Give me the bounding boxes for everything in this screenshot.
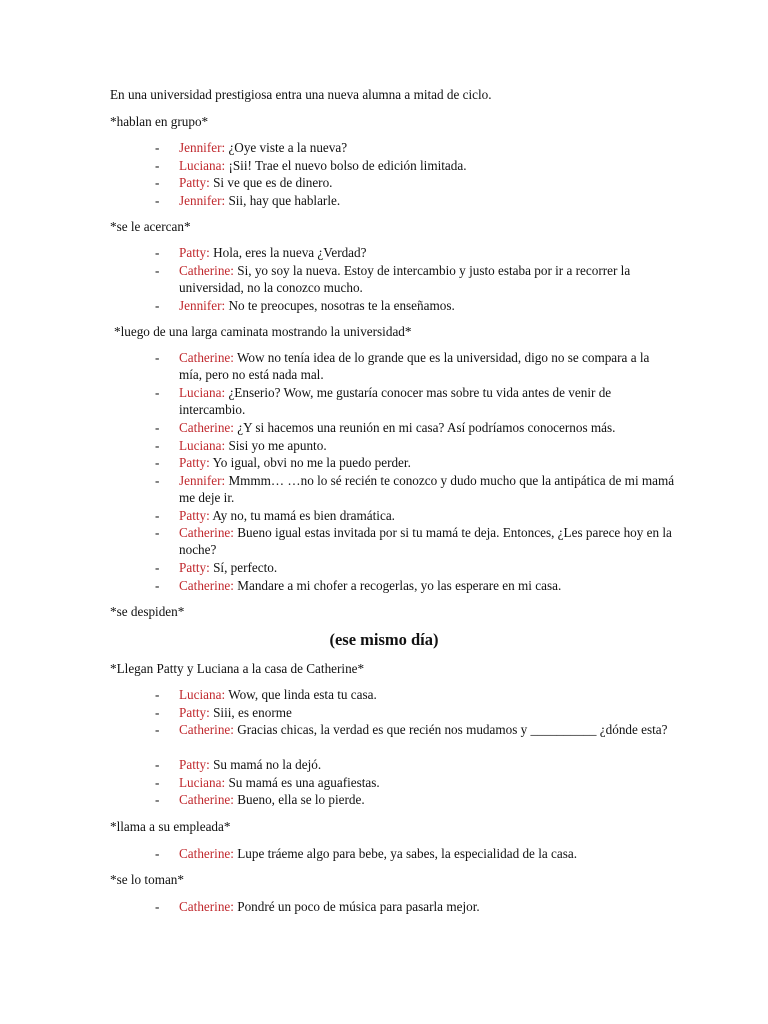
dialogue-text: Si, yo soy la nueva. Estoy de intercambio y justo estaba por ir a recorrer la universidad, no la conozco mucho. xyxy=(179,262,631,295)
speaker-name: Patty: xyxy=(179,175,210,190)
list-dash: - xyxy=(155,525,160,540)
list-dash: - xyxy=(155,792,160,807)
dialogue-text: Gracias chicas, la verdad es que recién nos mudamos y __________ ¿dónde esta? xyxy=(233,722,668,737)
speaker-name: Luciana: xyxy=(179,157,226,173)
dialogue-line xyxy=(155,704,675,721)
dialogue-text: Sii, hay que hablarle. xyxy=(225,192,341,208)
speaker-name: Jennifer: xyxy=(179,297,226,313)
list-dash: - xyxy=(155,560,160,575)
dialogue-line xyxy=(155,472,675,507)
speaker-name: Patty: xyxy=(179,245,210,260)
dialogue-line xyxy=(155,419,675,436)
list-dash: - xyxy=(155,757,160,772)
dialogue-line xyxy=(155,349,675,384)
list-dash: - xyxy=(155,774,160,790)
dialogue-line xyxy=(155,507,675,524)
speaker-name: Patty: xyxy=(179,704,210,720)
dialogue-line xyxy=(155,524,675,559)
list-dash: - xyxy=(155,507,160,523)
dialogue-text: Su mamá no la dejó. xyxy=(209,757,322,772)
dialogue-text: ¿Oye viste a la nueva? xyxy=(225,140,348,155)
speaker-name: Luciana: xyxy=(179,687,226,702)
dialogue-line xyxy=(155,774,675,791)
speaker-name: Catherine: xyxy=(179,420,234,435)
dialogue-line xyxy=(155,559,675,576)
speaker-name: Jennifer: xyxy=(179,472,226,488)
speaker-name: Patty: xyxy=(179,507,210,523)
speaker-name: Catherine: xyxy=(179,722,234,737)
speaker-name: Luciana: xyxy=(179,437,226,453)
stage-direction: *hablan en grupo* xyxy=(110,114,209,129)
speaker-name: Luciana: xyxy=(179,774,226,790)
dialogue-line xyxy=(155,454,675,471)
speaker-name: Catherine: xyxy=(179,577,234,593)
dialogue-text: ¿Enserio? Wow, me gustaría conocer mas sobre tu vida antes de venir de intercambio. xyxy=(179,385,612,418)
dialogue-text: Bueno, ella se lo pierde. xyxy=(233,792,365,807)
list-dash: - xyxy=(155,262,160,278)
stage-direction: *llama a su empleada* xyxy=(110,819,231,834)
intro-paragraph: En una universidad prestigiosa entra una nueva alumna a mitad de ciclo. xyxy=(110,87,492,102)
list-dash: - xyxy=(155,437,160,453)
list-dash: - xyxy=(155,192,160,208)
dialogue-text: Hola, eres la nueva ¿Verdad? xyxy=(209,245,367,260)
dialogue-text: Wow, que linda esta tu casa. xyxy=(225,687,377,702)
speaker-name: Catherine: xyxy=(179,350,234,365)
dialogue-line xyxy=(155,791,675,808)
speaker-name: Catherine: xyxy=(179,845,234,861)
speaker-name: Patty: xyxy=(179,560,210,575)
stage-direction: *se despiden* xyxy=(110,604,185,619)
list-dash: - xyxy=(155,175,160,190)
dialogue-text: Ay no, tu mamá es bien dramática. xyxy=(209,507,395,523)
speaker-name: Catherine: xyxy=(179,899,234,914)
stage-direction: *se lo toman* xyxy=(110,872,184,887)
speaker-name: Patty: xyxy=(179,455,210,470)
dialogue-line xyxy=(155,756,675,773)
dialogue-line xyxy=(155,577,675,594)
list-dash: - xyxy=(155,385,160,400)
list-dash: - xyxy=(155,157,160,173)
dialogue-text: ¡Sii! Trae el nuevo bolso de edición limitada. xyxy=(225,157,467,173)
speaker-name: Jennifer: xyxy=(179,140,226,155)
speaker-name: Jennifer: xyxy=(179,192,226,208)
dialogue-text: Wow no tenía idea de lo grande que es la universidad, digo no se compara a la mía, pero no está nada mal. xyxy=(179,350,650,383)
dialogue-line xyxy=(155,244,675,261)
dialogue-line xyxy=(155,297,675,314)
dialogue-text: Lupe tráeme algo para bebe, ya sabes, la especialidad de la casa. xyxy=(233,845,578,861)
dialogue-line xyxy=(155,845,675,862)
dialogue-text: Siii, es enorme xyxy=(209,704,292,720)
list-dash: - xyxy=(155,687,160,702)
dialogue-line xyxy=(155,898,675,915)
dialogue-line xyxy=(155,721,675,738)
dialogue-line xyxy=(155,139,675,156)
dialogue-line xyxy=(155,384,675,419)
speaker-name: Catherine: xyxy=(179,262,234,278)
list-dash: - xyxy=(155,350,160,365)
dialogue-text: Bueno igual estas invitada por si tu mamá te deja. Entonces, ¿Les parece hoy en la noche? xyxy=(179,525,672,558)
dialogue-text: Mmmm… …no lo sé recién te conozco y dudo mucho que la antipática de mi mamá me deje ir. xyxy=(179,472,675,505)
list-dash: - xyxy=(155,420,160,435)
list-dash: - xyxy=(155,577,160,593)
dialogue-text: ¿Y si hacemos una reunión en mi casa? Así podríamos conocernos más. xyxy=(233,420,616,435)
stage-direction: *Llegan Patty y Luciana a la casa de Catherine* xyxy=(110,661,365,676)
list-dash: - xyxy=(155,845,160,861)
dialogue-line xyxy=(155,192,675,209)
dialogue-text: Sisi yo me apunto. xyxy=(225,437,327,453)
dialogue-text: Si ve que es de dinero. xyxy=(209,175,333,190)
list-dash: - xyxy=(155,297,160,313)
dialogue-text: Mandare a mi chofer a recogerlas, yo las esperare en mi casa. xyxy=(233,577,562,593)
speaker-name: Catherine: xyxy=(179,792,234,807)
list-dash: - xyxy=(155,455,160,470)
list-dash: - xyxy=(155,704,160,720)
list-dash: - xyxy=(155,899,160,914)
dialogue-line xyxy=(155,157,675,174)
dialogue-text: Yo igual, obvi no me la puedo perder. xyxy=(209,455,411,470)
stage-direction: *luego de una larga caminata mostrando la universidad* xyxy=(114,324,412,339)
list-dash: - xyxy=(155,472,160,488)
dialogue-text: Su mamá es una aguafiestas. xyxy=(225,774,380,790)
speaker-name: Catherine: xyxy=(179,525,234,540)
list-dash: - xyxy=(155,245,160,260)
speaker-name: Patty: xyxy=(179,757,210,772)
dialogue-line xyxy=(155,437,675,454)
dialogue-line xyxy=(155,174,675,191)
dialogue-text: Sí, perfecto. xyxy=(209,560,278,575)
dialogue-line xyxy=(155,686,675,703)
dialogue-text: No te preocupes, nosotras te la enseñamos. xyxy=(225,297,455,313)
list-dash: - xyxy=(155,140,160,155)
stage-direction: *se le acercan* xyxy=(110,219,191,234)
list-dash: - xyxy=(155,722,160,737)
dialogue-text: Pondré un poco de música para pasarla mejor. xyxy=(233,899,480,914)
dialogue-line xyxy=(155,262,675,297)
speaker-name: Luciana: xyxy=(179,385,226,400)
scene-heading: (ese mismo día) xyxy=(329,630,439,649)
